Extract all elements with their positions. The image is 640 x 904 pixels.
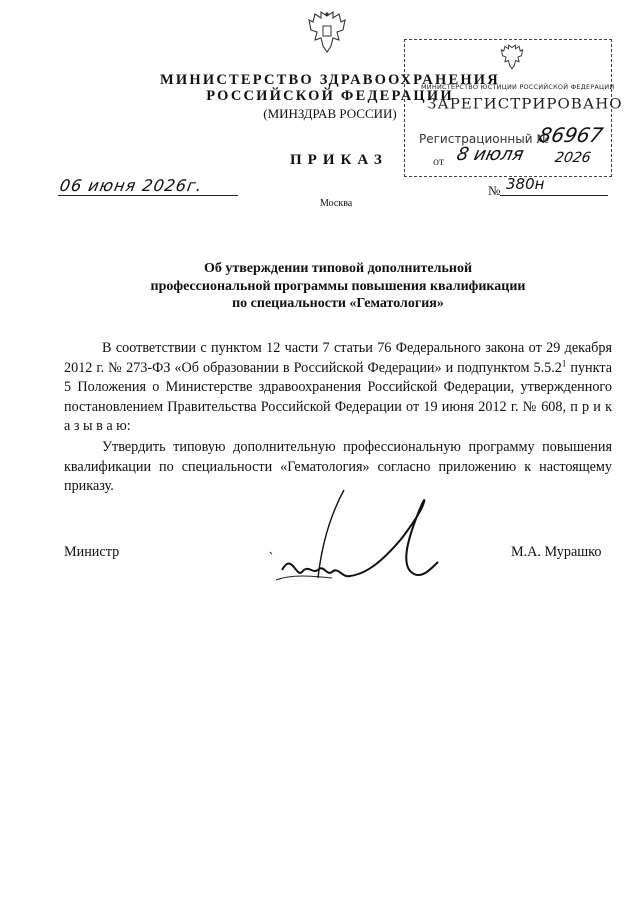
stamp-registered-text: ЗАРЕГИСТРИРОВАНО	[427, 95, 623, 113]
footnote-superscript: 1	[561, 357, 567, 368]
number-underline	[500, 195, 608, 196]
city: Москва	[320, 198, 353, 209]
title-line-3: по специальности «Гематология»	[232, 296, 444, 311]
stamp-from-label: от	[433, 154, 445, 168]
ministry-line-1: МИНИСТЕРСТВО ЗДРАВООХРАНЕНИЯ	[160, 72, 500, 88]
stamp-reg-number-label: Регистрационный №	[419, 132, 549, 146]
stamp-reg-date: 8 июля	[454, 144, 526, 165]
title-line-1: Об утверждении типовой дополнительной	[203, 261, 473, 276]
number-label: №	[488, 183, 501, 198]
ministry-short-name: (МИНЗДРАВ РОССИИ)	[263, 106, 397, 121]
registration-stamp	[404, 39, 623, 177]
document-type: ПРИКАЗ	[290, 152, 388, 168]
handwritten-signature	[262, 482, 442, 602]
title-line-2: профессиональной программы повышения квалификации	[150, 278, 526, 294]
stamp-ministry-text: МИНИСТЕРСТВО ЮСТИЦИИ РОССИЙСКОЙ ФЕДЕРАЦИИ	[421, 83, 615, 91]
russian-coat-of-arms-icon	[499, 44, 525, 70]
order-date-handwritten: 06 июня 2026г.	[58, 176, 205, 195]
ministry-line-2: РОССИЙСКОЙ ФЕДЕРАЦИИ	[206, 88, 454, 104]
document-title	[90, 260, 586, 313]
body-paragraph-1	[64, 339, 612, 437]
stamp-reg-number: 86967	[536, 123, 606, 147]
stamp-reg-year: 2026	[553, 150, 593, 166]
minister-title: Министр	[64, 544, 120, 560]
body-paragraph-2: Утвердить типовую дополнительную профессиональную программу повышения квалификации по специальности «Гематология» согласно приложению к настоящему приказу.	[64, 439, 612, 494]
paragraph-1-text-b: пункта 5 Положения о Министерстве здравоохранения Российской Федерации, утвержденного постановлением Правительства Российской Федерации от 19 июня 2012 г. № 608, п р и к а з ы в а ю:	[64, 359, 613, 434]
order-number-handwritten: 380н	[506, 175, 545, 193]
russian-coat-of-arms-icon	[307, 10, 347, 54]
paragraph-1-text-a: В соответствии с пунктом 12 части 7 статьи 76 Федерального закона от 29 декабря 2012 г. № 273-ФЗ «Об образовании в Российской Федерации» и подпунктом 5.5.2	[64, 340, 612, 376]
minister-name: М.А. Мурашко	[511, 544, 602, 560]
date-underline	[58, 195, 238, 196]
